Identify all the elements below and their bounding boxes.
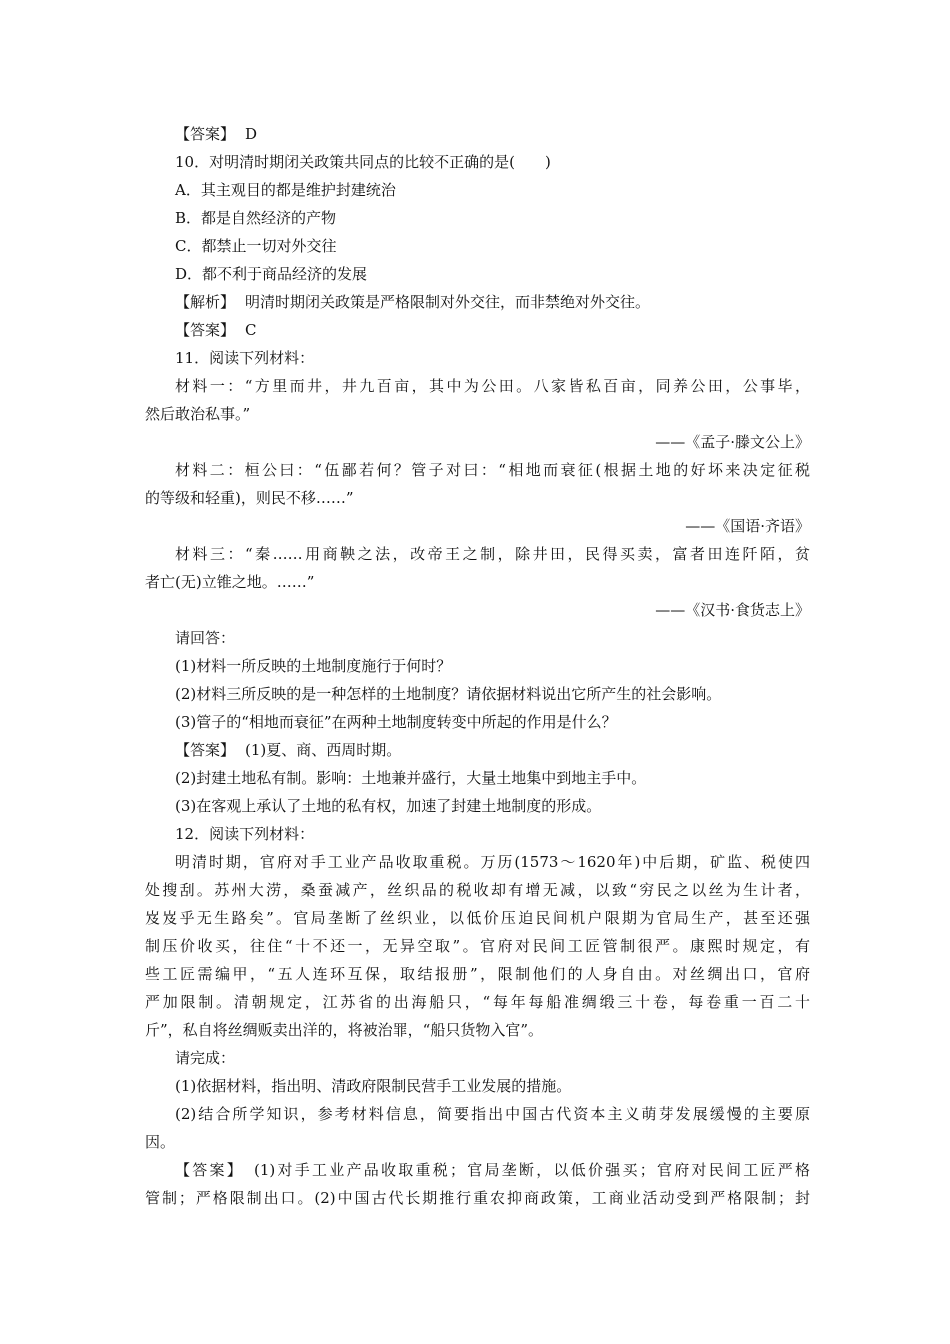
q12-prompt: 请完成： bbox=[175, 1049, 236, 1067]
analysis-text: 明清时期闭关政策是严格限制对外交往，而非禁绝对外交往。 bbox=[245, 293, 651, 311]
q12-material-line: 处搜刮。苏州大涝，桑蚕减产，丝织品的税收却有增无减，以致“穷民之以丝为生计者， bbox=[145, 881, 810, 899]
q10-analysis bbox=[145, 288, 810, 316]
q12-stem: 12．阅读下列材料： bbox=[175, 825, 315, 843]
q11-stem: 11．阅读下列材料： bbox=[175, 349, 315, 367]
answer-tag: 【答案】 bbox=[175, 125, 236, 143]
q11-answer-2: (2)封建土地私有制。影响：土地兼并盛行，大量土地集中到地主手中。 bbox=[175, 769, 647, 787]
q12-material-line: 岌岌乎无生路矣”。官局垄断了丝织业，以低价压迫民间机户限期为官局生产，甚至还强 bbox=[145, 909, 810, 927]
q12-material-line: 明清时期，官府对手工业产品收取重税。万历(1573～1620年)中后期，矿监、税使四 bbox=[175, 853, 810, 871]
q11-material3-line2: 者亡(无)立锥之地。……” bbox=[145, 573, 315, 591]
q10-option-d: D．都不利于商品经济的发展 bbox=[175, 265, 368, 283]
q12-material-line: 斤”，私自将丝绸贩卖出洋的，将被治罪，“船只货物入官”。 bbox=[145, 1021, 544, 1039]
q12-material-line: 制压价收买，往住“十不还一，无异空取”。官府对民间工匠管制很严。康熙时规定，有 bbox=[145, 937, 810, 955]
answer-tag: 【答案】 bbox=[175, 741, 236, 759]
q12-question-2-line2: 因。 bbox=[145, 1133, 176, 1151]
q10-answer bbox=[145, 316, 810, 344]
q11-material1-line2: 然后敢治私事。” bbox=[145, 405, 251, 423]
q12-question-1: (1)依据材料，指出明、清政府限制民营手工业发展的措施。 bbox=[175, 1077, 572, 1095]
q10-option-c: C．都禁止一切对外交往 bbox=[175, 237, 337, 255]
q12-material-line: 严加限制。清朝规定，江苏省的出海船只，“每年每船准绸缎三十卷，每卷重一百二十 bbox=[145, 993, 810, 1011]
q11-question-2: (2)材料三所反映的是一种怎样的土地制度？请依据材料说出它所产生的社会影响。 bbox=[175, 685, 722, 703]
answer-value: D bbox=[245, 125, 258, 143]
q11-material2-line2: 的等级和轻重)，则民不移……” bbox=[145, 489, 354, 507]
answer-text: (1)对手工业产品收取重税；官局垄断，以低价强买；官府对民间工匠严格 bbox=[254, 1161, 810, 1179]
q12-material-line: 些工匠需编甲，“五人连环互保，取结报册”，限制他们的人身自由。对丝绸出口，官府 bbox=[145, 965, 810, 983]
q12-answer-line2: 管制；严格限制出口。(2)中国古代长期推行重农抑商政策，工商业活动受到严格限制；封 bbox=[145, 1189, 810, 1207]
q11-material2-source: ——《国语·齐语》 bbox=[685, 517, 810, 535]
q11-question-3: (3)管子的“相地而衰征”在两种土地制度转变中所起的作用是什么？ bbox=[175, 713, 617, 731]
analysis-tag: 【解析】 bbox=[175, 293, 236, 311]
document-body bbox=[145, 120, 810, 1212]
answer-tag: 【答案】 bbox=[175, 321, 236, 339]
answer-tag: 【答案】 bbox=[175, 1161, 244, 1179]
q11-material3-line1: 材料三：“秦……用商鞅之法，改帝王之制，除井田，民得买卖，富者田连阡陌，贫 bbox=[175, 545, 810, 563]
q11-question-1: (1)材料一所反映的土地制度施行于何时？ bbox=[175, 657, 452, 675]
q12-answer-line1 bbox=[145, 1156, 810, 1184]
q11-material3-source: ——《汉书·食货志上》 bbox=[655, 601, 810, 619]
q11-material2-line1: 材料二：桓公曰：“伍鄙若何？管子对曰：“相地而衰征(根据土地的好坏来决定征税 bbox=[175, 461, 810, 479]
q11-material1-line1: 材料一：“方里而井，井九百亩，其中为公田。八家皆私百亩，同养公田，公事毕， bbox=[175, 377, 810, 395]
q11-prompt: 请回答： bbox=[175, 629, 236, 647]
q10-option-a: A．其主观目的都是维护封建统治 bbox=[175, 181, 396, 199]
q11-material1-source: ——《孟子·滕文公上》 bbox=[655, 433, 810, 451]
q10-stem: 10．对明清时期闭关政策共同点的比较不正确的是( ) bbox=[175, 153, 551, 171]
q12-question-2-line1: (2)结合所学知识，参考材料信息，简要指出中国古代资本主义萌芽发展缓慢的主要原 bbox=[175, 1105, 810, 1123]
answer-text: (1)夏、商、西周时期。 bbox=[245, 741, 402, 759]
answer-value: C bbox=[245, 321, 257, 339]
q10-option-b: B．都是自然经济的产物 bbox=[175, 209, 337, 227]
q11-answer-1 bbox=[145, 736, 810, 764]
q11-answer-3: (3)在客观上承认了土地的私有权，加速了封建土地制度的形成。 bbox=[175, 797, 602, 815]
q9-answer bbox=[145, 120, 810, 148]
